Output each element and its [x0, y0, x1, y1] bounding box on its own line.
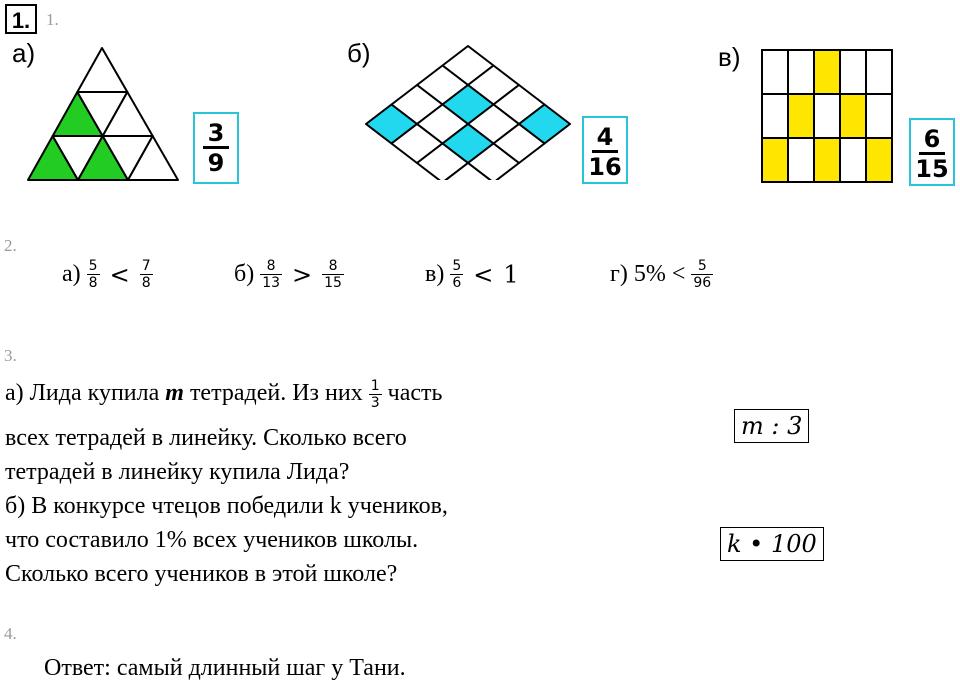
task2-b-right-fraction: $\frac{8}{15}$ — [324, 258, 342, 291]
grid-cell — [866, 50, 892, 94]
task2-d-right-fraction: $\frac{5}{96}$ — [693, 258, 712, 291]
task2-a-operator: < — [109, 260, 130, 289]
triangle-cell — [77, 48, 127, 92]
task1-a-label: а) — [12, 38, 36, 68]
grid-figure — [760, 48, 896, 188]
task1-a-answer — [193, 112, 239, 184]
triangle-figure — [26, 44, 186, 184]
task3-a-text3: часть — [387, 380, 443, 406]
grid-cell — [814, 94, 840, 138]
grid-cell — [762, 50, 788, 94]
rhombus-figure — [360, 40, 580, 180]
grid-cell — [840, 94, 866, 138]
task3-b-line2: что составило 1% всех учеников школы. — [5, 527, 419, 553]
task1-b-answer — [582, 116, 628, 184]
task2-a-left-fraction: $\frac{5}{8}$ — [88, 258, 98, 291]
task2-item-c — [425, 258, 519, 291]
task2-c-operator: < — [473, 260, 494, 289]
task2-b-operator: > — [292, 260, 313, 289]
task3-a-fraction: $\frac{1}{3}$ — [370, 377, 380, 411]
task2-item-d — [610, 258, 713, 291]
task2-d-operator: < — [671, 261, 686, 287]
task-index-4: 4. — [4, 624, 17, 643]
task3-a-answer-box: m : 3 — [734, 409, 809, 443]
task1-c-answer — [909, 118, 955, 186]
task1-c-numerator: 6 — [919, 126, 945, 155]
grid-cell — [840, 138, 866, 182]
task1-b-label: б) — [347, 38, 371, 68]
grid-cell — [788, 50, 814, 94]
task2-b-label: б) — [234, 261, 255, 287]
task1-b-denominator: 16 — [588, 153, 622, 181]
task2-d-label: г) — [610, 261, 628, 287]
task3-a-text1: а) Лида купила — [5, 380, 160, 406]
task1-c-label: в) — [718, 42, 741, 72]
task3-a-text2: тетрадей. Из них — [189, 380, 363, 406]
task3-b-answer-box: k • 100 — [720, 527, 824, 561]
grid-cell — [788, 138, 814, 182]
grid-cell — [840, 50, 866, 94]
task-index-2: 2. — [4, 236, 17, 255]
task3-a-line1 — [5, 376, 442, 411]
task3-a-line3: тетрадей в линейку купила Лида? — [5, 459, 350, 485]
grid-cell — [866, 94, 892, 138]
grid-cell — [866, 138, 892, 182]
task2-c-left-fraction: $\frac{5}{6}$ — [452, 258, 462, 291]
task3-b-line3: Сколько всего учеников в этой школе? — [5, 561, 398, 587]
grid-cell — [762, 94, 788, 138]
grid-cell — [814, 138, 840, 182]
grid-cell — [788, 94, 814, 138]
task2-d-left-value: 5% — [633, 261, 666, 287]
task-index-3: 3. — [4, 346, 17, 365]
task1-a-denominator: 9 — [207, 149, 225, 177]
grid-cell — [762, 138, 788, 182]
task-number-box: 1. — [5, 4, 37, 34]
task2-a-label: а) — [62, 261, 81, 287]
task2-c-label: в) — [425, 261, 445, 287]
task2-c-right-value: 1 — [503, 260, 519, 289]
task2-a-right-fraction: $\frac{7}{8}$ — [141, 258, 151, 291]
task1-c-denominator: 15 — [915, 155, 949, 183]
task3-a-line2: всех тетрадей в линейку. Сколько всего — [5, 425, 407, 451]
task2-item-b — [234, 258, 344, 291]
task3-b-line1: б) В конкурсе чтецов победили k учеников, — [5, 493, 448, 519]
task2-b-left-fraction: $\frac{8}{13}$ — [262, 258, 281, 291]
task-index-1: 1. — [46, 10, 59, 29]
task1-a-numerator: 3 — [203, 120, 229, 149]
task3-a-variable: m — [165, 380, 184, 406]
grid-cell — [814, 50, 840, 94]
task4-answer: Ответ: самый длинный шаг у Тани. — [44, 655, 406, 681]
task2-item-a — [62, 258, 153, 291]
task1-b-numerator: 4 — [592, 124, 618, 153]
